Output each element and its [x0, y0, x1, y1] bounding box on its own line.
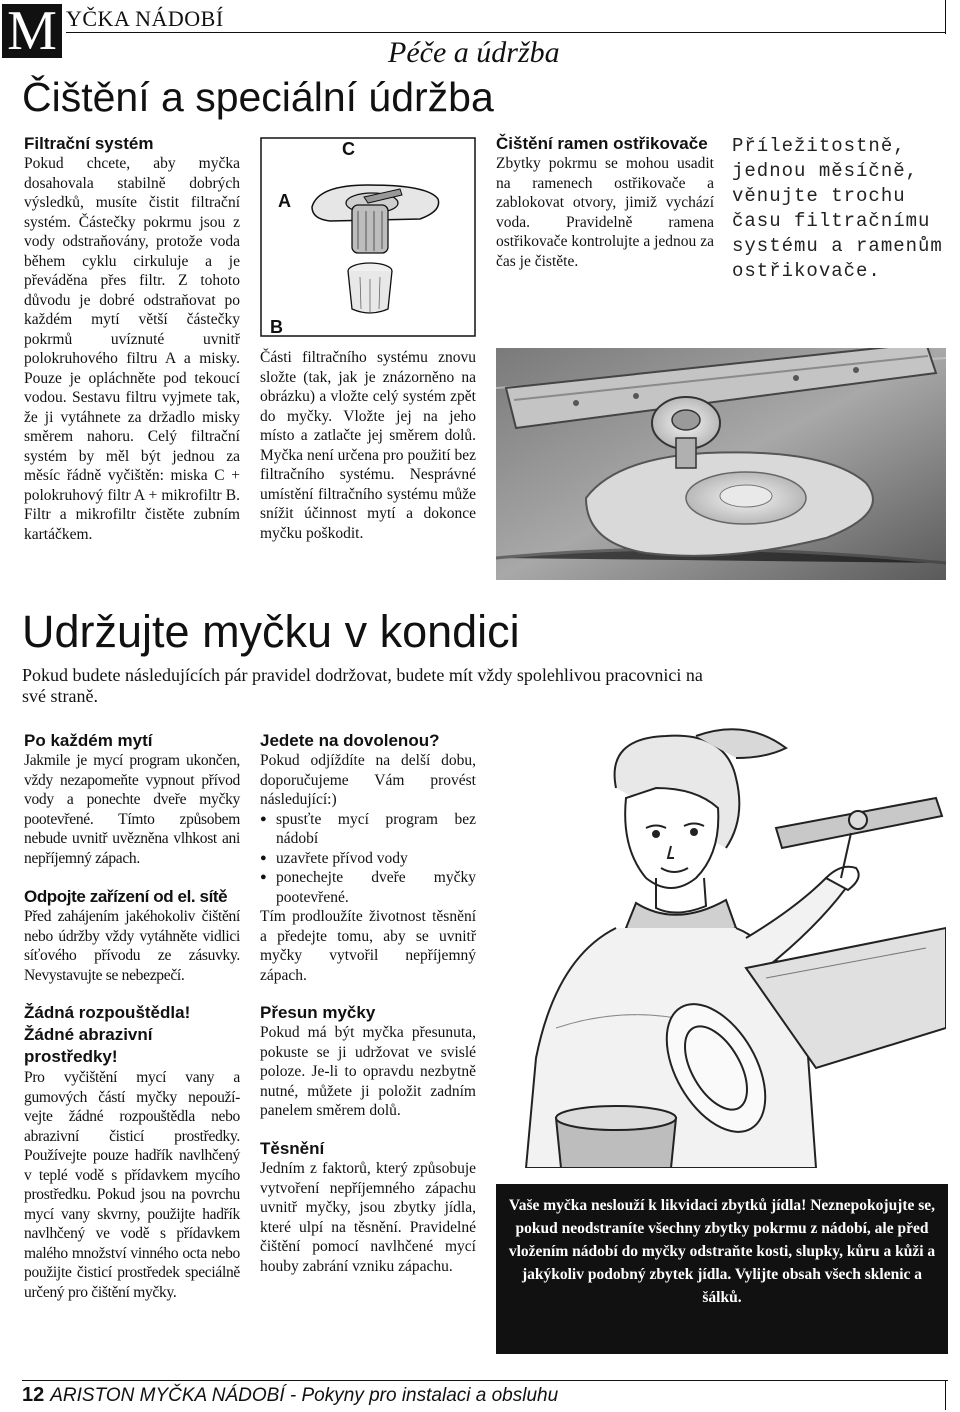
seals-heading: Těsnění	[260, 1139, 325, 1158]
solvents-text: Pro vyčištění mycí vany a gumových částí myčky nepouží-vejte žádné rozpouštědla nebo abrazivní čisticí prostředky. Používejte pouze hadřík navlhčený v teplé vodě s přídavkem mycího prostředku. Pokud jsou na povrchu mycí vany skvrny, použijte hadřík navlhčený ve vodě s přídavkem malého množství vinného octa nebo použijte čisticí prostředek speciálně určený pro čištění myčky.	[24, 1069, 240, 1301]
diagram-label-c: C	[342, 139, 355, 159]
filter-section	[24, 133, 240, 544]
spray-arm-photo-illustration	[496, 348, 946, 580]
holiday-section	[260, 730, 476, 985]
filter-diagram	[260, 137, 476, 337]
solvents-heading: Žádná rozpouštědla! Žádné abrazivní prostředky!	[24, 1003, 191, 1066]
holiday-outro: Tím prodloužíte životnost těsnění a předejte tomu, aby se uvnitř myčky vytvořil nepříjemný zápach.	[260, 908, 476, 984]
filter-diagram-illustration	[260, 137, 476, 337]
footer-corner-rule	[945, 1380, 946, 1410]
footer-text: ARISTON MYČKA NÁDOBÍ - Pokyny pro instalaci a obsluhu	[50, 1385, 559, 1406]
filter-heading: Filtrační systém	[24, 134, 154, 153]
after-wash-section	[24, 730, 240, 868]
after-wash-text: Jakmile je mycí program ukončen, vždy nezapomeňte vypnout přívod vody a ponechte dveře myčky pootevřené. Tímto způsobem nebude uvnitř uvězněna vlhkost ani nepříjemný zápach.	[24, 752, 240, 867]
holiday-item: ● uzavřete přívod vody	[260, 849, 476, 869]
brand-title: YČKA NÁDOBÍ	[66, 6, 224, 31]
unplug-text: Před zahájením jakéhokoliv čištění nebo údržby vždy vytáhněte vidlici síťového přívodu ze zásuvky. Nevystavujte se nebezpečí.	[24, 908, 240, 984]
unplug-heading: Odpojte zařízení od el. sítě	[24, 887, 228, 906]
footer-rule	[22, 1380, 948, 1381]
diagram-label-a: A	[278, 191, 291, 211]
footer	[22, 1384, 558, 1407]
moving-heading: Přesun myčky	[260, 1003, 376, 1022]
header-rule	[66, 32, 946, 33]
diagram-label-b: B	[270, 317, 283, 337]
moving-section	[260, 1002, 476, 1121]
unplug-section	[24, 886, 240, 985]
spray-arms-section	[496, 133, 714, 271]
woman-cleaning-illustration	[496, 728, 946, 1168]
holiday-item: ● ponechejte dveře myčky pootevřené.	[260, 868, 476, 907]
filter-text: Pokud chcete, aby myčka dosahovala stabilně dobrých výsledků, musíte čistit filtrační systém. Částečky pokrmu jsou z vody odstraňovány, protože voda během cyklu cirkuluje a je převáděna přes filtr. Z tohoto důvodu je dobré odstraňovat po každém mytí větší částečky pokrmů uvíznuté uvnitř polokruhového filtru A a misky. Pouze je opláchněte pod tekoucí vodou. Sestavu filtru vyjmete tak, že ji vytáhnete za držadlo misky směrem nahoru. Celý filtrační systém by měl být jednou za měsíc řádně vyčištěn: miska C + polokruhový filtr A + mikrofiltr B. Filtr a mikrofiltr čistěte zubním kartáčkem.	[24, 155, 240, 543]
holiday-heading: Jedete na dovolenou?	[260, 731, 440, 750]
maintain-lead: Pokud budete následujících pár pravidel dodržovat, budete mít vždy spolehlivou pracovnici na své straně.	[22, 665, 703, 706]
header-corner-rule	[945, 0, 946, 34]
holiday-intro: Pokud odjíždíte na delší dobu, doporučujeme Vám provést následující:)	[260, 752, 476, 808]
food-waste-note: Vaše myčka neslouží k likvidaci zbytků jídla! Neznepokojujte se, pokud neodstraníte všechny zbytky pokrmu z nádobí, ale před vložením nádobí do myčky odstraňte kosti, slupky, kůru a kůži a jakýkoliv podobný zbytek jídla. Vylijte obsah všech sklenic a šálků.	[496, 1184, 948, 1354]
moving-text: Pokud má být myčka přesunuta, pokuste se ji udržovat ve svislé poloze. Je-li to opravdu nezbytně nutné, můžete ji položit zadním panelem směrem dolů.	[260, 1024, 476, 1119]
seals-text: Jedním z faktorů, který způsobuje vytvoření nepříjemného zápachu uvnitř myčky, jsou zbytky jídla, které ulpí na těsnění. Pravidelné čištění pomocí navlhčené mycí houby zabrání vzniku zápachu.	[260, 1160, 476, 1275]
after-wash-heading: Po každém mytí	[24, 731, 153, 750]
woman-illustration	[496, 728, 946, 1168]
reassembly-text: Části filtračního systému znovu složte (tak, jak je znázorněno na obrázku) a vložte celý systém zpět do myčky. Vložte jej na jeho místo a zatlačte jej směrem dolů. Myčka není určena pro použití bez filtračního systému. Nesprávné umístění filtračního systému může snížit účinnost mytí a dokonce myčku poškodit.	[260, 349, 476, 542]
spray-arms-text: Zbytky pokrmu se mohou usadit na ramenech ostřikovače a zablokovat otvory, jimiž vychází voda. Pravidelně ramena ostřikovače kontrolujte a jednou za čas je čistěte.	[496, 155, 714, 270]
spray-arm-photo	[496, 348, 946, 580]
solvents-section	[24, 1002, 240, 1302]
seals-section	[260, 1138, 476, 1276]
holiday-list	[260, 810, 476, 908]
occasional-tip: Příležitostně, jednou měsíčně, věnujte trochu času filtračnímu systému a ramenům ostřikovače.	[732, 135, 943, 282]
holiday-item: ● spusťte mycí program bez nádobí	[260, 810, 476, 849]
maintain-title: Udržujte myčku v kondici	[22, 606, 520, 657]
page-number: 12	[22, 1384, 45, 1406]
spray-arms-heading: Čištění ramen ostřikovače	[496, 134, 708, 153]
page-title: Čištění a speciální údržba	[22, 74, 494, 120]
section-title: Péče a údržba	[388, 36, 560, 69]
logo-initial: M	[2, 4, 62, 58]
